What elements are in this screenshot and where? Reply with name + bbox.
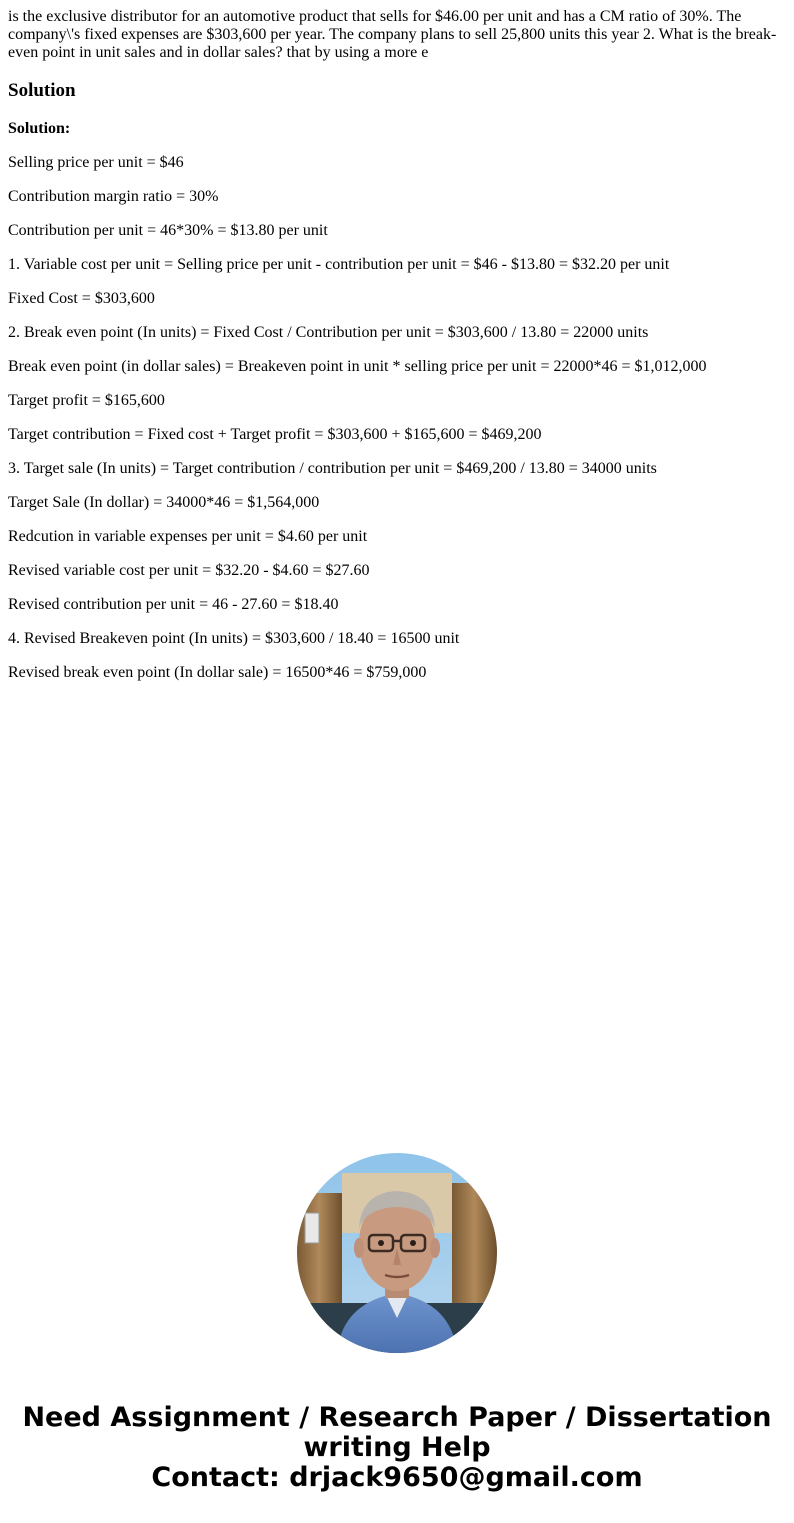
solution-line: Contribution per unit = 46*30% = $13.80 per unit bbox=[8, 222, 328, 239]
solution-line: Revised contribution per unit = 46 - 27.60 = $18.40 bbox=[8, 596, 339, 613]
contact-footer bbox=[0, 1403, 794, 1493]
footer-contact: Contact: drjack9650@gmail.com bbox=[151, 1462, 643, 1493]
solution-line: Target Sale (In dollar) = 34000*46 = $1,564,000 bbox=[8, 494, 320, 511]
solution-line: Revised break even point (In dollar sale) = 16500*46 = $759,000 bbox=[8, 664, 427, 681]
solution-line: 1. Variable cost per unit = Selling price per unit - contribution per unit = $46 - $13.80 = $32.20 per unit bbox=[8, 256, 670, 273]
solution-line: Selling price per unit = $46 bbox=[8, 154, 184, 171]
footer-line-1: Need Assignment / Research Paper / Dissertation bbox=[22, 1402, 772, 1433]
solution-line: Revised variable cost per unit = $32.20 - $4.60 = $27.60 bbox=[8, 562, 370, 579]
solution-line: Redcution in variable expenses per unit = $4.60 per unit bbox=[8, 528, 368, 545]
solution-line: Target profit = $165,600 bbox=[8, 392, 165, 409]
solution-line: 3. Target sale (In units) = Target contribution / contribution per unit = $469,200 / 13.80 = 34000 units bbox=[8, 460, 657, 477]
solution-line: 4. Revised Breakeven point (In units) = $303,600 / 18.40 = 16500 unit bbox=[8, 630, 460, 647]
solution-body bbox=[8, 120, 786, 698]
footer-line-2: writing Help bbox=[303, 1432, 491, 1463]
solution-label: Solution: bbox=[8, 120, 71, 137]
solution-line: Fixed Cost = $303,600 bbox=[8, 290, 155, 307]
solution-line: Target contribution = Fixed cost + Target profit = $303,600 + $165,600 = $469,200 bbox=[8, 426, 542, 443]
solution-heading: Solution bbox=[8, 80, 76, 101]
solution-line: Contribution margin ratio = 30% bbox=[8, 188, 219, 205]
solution-line: 2. Break even point (In units) = Fixed Cost / Contribution per unit = $303,600 / 13.80 = 22000 units bbox=[8, 324, 649, 341]
question-text: is the exclusive distributor for an automotive product that sells for $46.00 per unit and has a CM ratio of 30%. The company\'s fixed expenses are $303,600 per year. The company plans to sell 25,800 units this year 2. What is the break-even point in unit sales and in dollar sales? that by using a more e bbox=[8, 8, 777, 61]
author-avatar bbox=[297, 1153, 497, 1353]
author-portrait bbox=[297, 1153, 497, 1353]
solution-line: Break even point (in dollar sales) = Breakeven point in unit * selling price per unit = 22000*46 = $1,012,000 bbox=[8, 358, 707, 375]
